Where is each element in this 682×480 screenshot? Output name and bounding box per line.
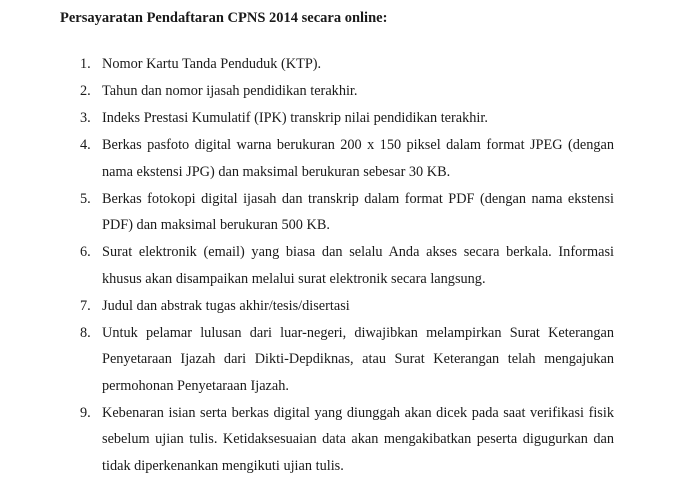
list-item-number: 6.	[80, 244, 91, 260]
list-item-number: 5.	[80, 190, 91, 207]
list-item	[0, 239, 614, 292]
list-item	[0, 186, 614, 239]
list-item-number: 8.	[80, 324, 91, 341]
list-item-text: Kebenaran isian serta berkas digital yang diunggah akan dicek pada saat verifikasi fisik sebelum ujian tulis. Ketidaksesuaian data akan mengakibatkan peserta digugurkan dan tidak diperkenankan mengikuti ujian tulis.	[102, 404, 614, 474]
list-item-text: Surat elektronik (email) yang biasa dan selalu Anda akses secara berkala. Informasi khusus akan disampaikan melalui surat elektronik secara langsung.	[102, 244, 614, 287]
list-item-text: Indeks Prestasi Kumulatif (IPK) transkrip nilai pendidikan terakhir.	[102, 110, 488, 126]
document-title: Persayaratan Pendaftaran CPNS 2014 secara online:	[60, 10, 388, 26]
list-item	[0, 132, 614, 185]
list-item-text: Berkas fotokopi digital ijasah dan transkrip dalam format PDF (dengan nama ekstensi PDF) dan maksimal berukuran 500 KB.	[102, 190, 614, 233]
list-item-text: Untuk pelamar lulusan dari luar-negeri, diwajibkan melampirkan Surat Keterangan Penyetaraan Ijazah dari Dikti-Depdiknas, atau Surat Keterangan telah mengajukan permohonan Penyetaraan Ijazah.	[102, 324, 614, 394]
list-item	[0, 51, 614, 78]
list-item	[0, 78, 614, 105]
list-item-number: 4.	[80, 137, 91, 153]
list-item	[0, 400, 614, 480]
list-item	[0, 293, 614, 320]
list-item-number: 3.	[80, 110, 91, 126]
list-item-text: Tahun dan nomor ijasah pendidikan terakhir.	[102, 83, 358, 99]
list-item-number: 7.	[80, 297, 91, 314]
list-item-text: Judul dan abstrak tugas akhir/tesis/disertasi	[102, 297, 350, 314]
list-item-number: 9.	[80, 404, 91, 421]
list-item	[0, 320, 614, 400]
list-item-number: 2.	[80, 83, 91, 99]
list-item-text: Berkas pasfoto digital warna berukuran 200 x 150 piksel dalam format JPEG (dengan nama ekstensi JPG) dan maksimal berukuran sebesar 30 KB.	[102, 137, 614, 180]
list-item-text: Nomor Kartu Tanda Penduduk (KTP).	[102, 56, 322, 72]
requirements-list	[0, 51, 682, 480]
list-item-number: 1.	[80, 56, 91, 72]
list-item	[0, 105, 614, 132]
